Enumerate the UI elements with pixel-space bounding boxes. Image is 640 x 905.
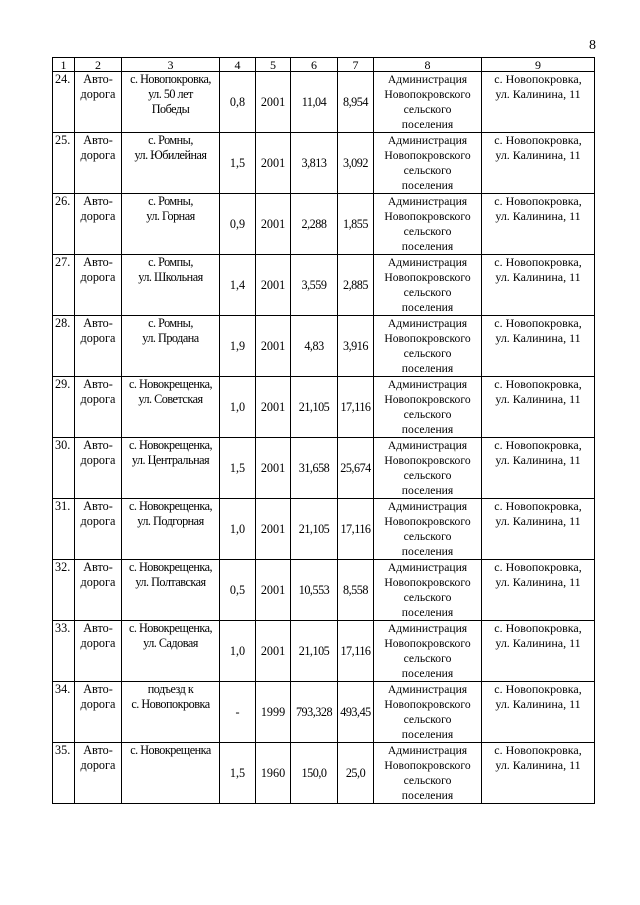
object-location	[122, 682, 220, 743]
object-location-line: с. Ромпы,	[148, 255, 193, 269]
length-value: 1,5	[220, 743, 256, 804]
object-type-line: дорога	[80, 270, 116, 284]
owner-address-line: ул. Калинина, 11	[495, 148, 581, 162]
column-header: 7	[338, 58, 374, 72]
owner-address-line: с. Новопокровка,	[494, 438, 582, 452]
object-location	[122, 133, 220, 194]
length-value: 1,5	[220, 438, 256, 499]
roads-registry-table	[52, 57, 595, 804]
object-type-line: дорога	[80, 209, 116, 223]
object-type-line: Авто-	[83, 377, 113, 391]
length-value: 0,9	[220, 194, 256, 255]
owner-name-line: поселения	[401, 789, 454, 802]
object-location-line: ул. Советская	[138, 392, 203, 406]
object-location	[122, 499, 220, 560]
length-value: 1,4	[220, 255, 256, 316]
table-row	[53, 194, 595, 255]
owner-name-line: поселения	[401, 118, 454, 131]
column-header: 6	[291, 58, 338, 72]
object-type-line: дорога	[80, 758, 116, 772]
object-type-line: дорога	[80, 514, 116, 528]
owner-name-line: Администрация	[387, 500, 468, 513]
table-row	[53, 560, 595, 621]
owner-name-line: сельского	[403, 408, 452, 421]
year-value: 2001	[256, 316, 291, 377]
object-type-line: Авто-	[83, 72, 113, 86]
owner-name-line: поселения	[401, 484, 454, 497]
owner-name	[374, 377, 482, 438]
owner-address-line: с. Новопокровка,	[494, 133, 582, 147]
object-location-line: ул. Полтавская	[135, 575, 206, 589]
object-type-line: дорога	[80, 697, 116, 711]
owner-address-line: с. Новопокровка,	[494, 377, 582, 391]
col6-value: 793,328	[291, 682, 338, 743]
owner-name-line: Администрация	[387, 439, 468, 452]
object-type-line: Авто-	[83, 255, 113, 269]
col7-value: 8,558	[338, 560, 374, 621]
owner-address-line: ул. Калинина, 11	[495, 636, 581, 650]
owner-address-line: ул. Калинина, 11	[495, 331, 581, 345]
owner-name-line: Администрация	[387, 256, 468, 269]
object-location-line: ул. Юбилейная	[134, 148, 207, 162]
table-row	[53, 743, 595, 804]
owner-name-line: Новопокровского	[384, 332, 471, 345]
owner-name	[374, 316, 482, 377]
owner-name-line: Новопокровского	[384, 576, 471, 589]
owner-address-line: с. Новопокровка,	[494, 194, 582, 208]
object-location-line: ул. Горная	[146, 209, 195, 223]
col6-value: 11,04	[291, 72, 338, 133]
owner-name-line: поселения	[401, 240, 454, 253]
owner-name-line: поселения	[401, 728, 454, 741]
owner-name-line: Новопокровского	[384, 393, 471, 406]
owner-name-line: Администрация	[387, 195, 468, 208]
owner-address-line: с. Новопокровка,	[494, 255, 582, 269]
owner-name-line: сельского	[403, 530, 452, 543]
length-value: 1,9	[220, 316, 256, 377]
owner-address-line: с. Новопокровка,	[494, 621, 582, 635]
object-type-line: дорога	[80, 87, 116, 101]
col7-value: 17,116	[338, 621, 374, 682]
owner-name-line: Администрация	[387, 622, 468, 635]
year-value: 2001	[256, 133, 291, 194]
table-row	[53, 316, 595, 377]
col6-value: 150,0	[291, 743, 338, 804]
col6-value: 4,83	[291, 316, 338, 377]
object-type	[75, 194, 122, 255]
year-value: 1999	[256, 682, 291, 743]
object-type-line: Авто-	[83, 316, 113, 330]
object-type-line: Авто-	[83, 621, 113, 635]
length-value: 1,0	[220, 377, 256, 438]
object-location-line: с. Ромны,	[148, 133, 193, 147]
object-location-line: с. Новокрещенка,	[128, 499, 213, 513]
object-location-line: ул. Центральная	[131, 453, 210, 467]
owner-name	[374, 499, 482, 560]
owner-name-line: сельского	[403, 164, 452, 177]
object-location-line: ул. Садовая	[143, 636, 198, 650]
owner-address-line: с. Новопокровка,	[494, 499, 582, 513]
owner-name-line: Новопокровского	[384, 210, 471, 223]
col6-value: 21,105	[291, 621, 338, 682]
col6-value: 21,105	[291, 377, 338, 438]
object-location-line: ул. Продана	[142, 331, 199, 345]
owner-address	[482, 72, 595, 133]
object-type-line: дорога	[80, 575, 116, 589]
table-row	[53, 438, 595, 499]
col6-value: 3,813	[291, 133, 338, 194]
col7-value: 8,954	[338, 72, 374, 133]
row-number: 26.	[53, 194, 75, 255]
row-number: 30.	[53, 438, 75, 499]
row-number: 34.	[53, 682, 75, 743]
owner-name-line: сельского	[403, 347, 452, 360]
object-location	[122, 438, 220, 499]
column-header: 3	[122, 58, 220, 72]
owner-name-line: сельского	[403, 774, 452, 787]
owner-address-line: с. Новопокровка,	[494, 743, 582, 757]
object-location-line: с. Ромны,	[148, 194, 193, 208]
owner-name-line: сельского	[403, 652, 452, 665]
col6-value: 21,105	[291, 499, 338, 560]
owner-address	[482, 743, 595, 804]
object-type	[75, 133, 122, 194]
header-row	[53, 58, 595, 72]
owner-address-line: ул. Калинина, 11	[495, 514, 581, 528]
column-header: 2	[75, 58, 122, 72]
row-number: 32.	[53, 560, 75, 621]
owner-name-line: Администрация	[387, 134, 468, 147]
object-type-line: дорога	[80, 331, 116, 345]
col6-value: 31,658	[291, 438, 338, 499]
owner-name-line: Администрация	[387, 317, 468, 330]
owner-address-line: ул. Калинина, 11	[495, 575, 581, 589]
owner-name-line: Новопокровского	[384, 454, 471, 467]
owner-address	[482, 377, 595, 438]
column-header: 8	[374, 58, 482, 72]
owner-name-line: сельского	[403, 225, 452, 238]
object-type-line: Авто-	[83, 133, 113, 147]
object-type	[75, 743, 122, 804]
owner-name	[374, 133, 482, 194]
object-type	[75, 377, 122, 438]
object-type-line: Авто-	[83, 560, 113, 574]
object-type-line: Авто-	[83, 499, 113, 513]
table-row	[53, 72, 595, 133]
owner-name-line: Новопокровского	[384, 271, 471, 284]
length-value: 0,5	[220, 560, 256, 621]
object-location-line: ул. Подгорная	[137, 514, 204, 528]
object-type	[75, 255, 122, 316]
col7-value: 25,674	[338, 438, 374, 499]
col7-value: 25,0	[338, 743, 374, 804]
year-value: 2001	[256, 560, 291, 621]
owner-name	[374, 621, 482, 682]
owner-name-line: поселения	[401, 545, 454, 558]
object-location-line: с. Новокрещенка,	[128, 560, 213, 574]
owner-address	[482, 560, 595, 621]
object-location-line: с. Новокрещенка,	[128, 621, 213, 635]
col7-value: 1,855	[338, 194, 374, 255]
owner-name-line: поселения	[401, 423, 454, 436]
owner-name-line: поселения	[401, 362, 454, 375]
owner-name-line: сельского	[403, 103, 452, 116]
year-value: 1960	[256, 743, 291, 804]
owner-address-line: ул. Калинина, 11	[495, 453, 581, 467]
object-location-line: Победы	[151, 102, 190, 116]
year-value: 2001	[256, 621, 291, 682]
owner-address-line: с. Новопокровка,	[494, 682, 582, 696]
object-location	[122, 560, 220, 621]
year-value: 2001	[256, 377, 291, 438]
object-type	[75, 682, 122, 743]
object-location-line: с. Новопокровка	[131, 697, 210, 711]
row-number: 33.	[53, 621, 75, 682]
row-number: 25.	[53, 133, 75, 194]
owner-name	[374, 72, 482, 133]
col7-value: 3,092	[338, 133, 374, 194]
column-header: 5	[256, 58, 291, 72]
owner-name	[374, 438, 482, 499]
owner-name-line: Новопокровского	[384, 149, 471, 162]
object-type-line: Авто-	[83, 682, 113, 696]
owner-name	[374, 743, 482, 804]
col7-value: 493,45	[338, 682, 374, 743]
length-value: 1,0	[220, 621, 256, 682]
col6-value: 10,553	[291, 560, 338, 621]
col7-value: 17,116	[338, 499, 374, 560]
owner-name-line: Новопокровского	[384, 759, 471, 772]
year-value: 2001	[256, 438, 291, 499]
owner-address-line: ул. Калинина, 11	[495, 392, 581, 406]
owner-address	[482, 194, 595, 255]
object-type-line: Авто-	[83, 743, 113, 757]
row-number: 29.	[53, 377, 75, 438]
year-value: 2001	[256, 194, 291, 255]
object-type	[75, 316, 122, 377]
object-location-line: с. Новопокровка,	[130, 72, 211, 86]
col6-value: 3,559	[291, 255, 338, 316]
col7-value: 2,885	[338, 255, 374, 316]
owner-name-line: Администрация	[387, 378, 468, 391]
owner-address	[482, 255, 595, 316]
object-type-line: дорога	[80, 148, 116, 162]
length-value: -	[220, 682, 256, 743]
object-type	[75, 621, 122, 682]
object-location	[122, 72, 220, 133]
row-number: 27.	[53, 255, 75, 316]
table-row	[53, 621, 595, 682]
object-location-line: ул. 50 лет	[148, 87, 193, 101]
row-number: 28.	[53, 316, 75, 377]
owner-name-line: Администрация	[387, 744, 468, 757]
owner-address	[482, 499, 595, 560]
col7-value: 17,116	[338, 377, 374, 438]
owner-address-line: ул. Калинина, 11	[495, 209, 581, 223]
owner-address	[482, 438, 595, 499]
object-location	[122, 194, 220, 255]
owner-address-line: ул. Калинина, 11	[495, 270, 581, 284]
owner-name-line: сельского	[403, 286, 452, 299]
owner-address	[482, 682, 595, 743]
owner-name-line: Новопокровского	[384, 88, 471, 101]
owner-address-line: с. Новопокровка,	[494, 560, 582, 574]
owner-name-line: сельского	[403, 591, 452, 604]
object-location-line: с. Новокрещенка,	[128, 438, 213, 452]
column-header: 1	[53, 58, 75, 72]
year-value: 2001	[256, 255, 291, 316]
object-type	[75, 438, 122, 499]
owner-name-line: сельского	[403, 713, 452, 726]
row-number: 24.	[53, 72, 75, 133]
object-type	[75, 560, 122, 621]
owner-name	[374, 682, 482, 743]
owner-name-line: Администрация	[387, 561, 468, 574]
object-location	[122, 377, 220, 438]
row-number: 35.	[53, 743, 75, 804]
object-type-line: Авто-	[83, 438, 113, 452]
year-value: 2001	[256, 72, 291, 133]
object-location	[122, 621, 220, 682]
owner-address-line: ул. Калинина, 11	[495, 87, 581, 101]
table-row	[53, 377, 595, 438]
owner-name-line: Администрация	[387, 683, 468, 696]
owner-name-line: Новопокровского	[384, 515, 471, 528]
owner-name-line: Новопокровского	[384, 637, 471, 650]
owner-address-line: с. Новопокровка,	[494, 72, 582, 86]
object-location	[122, 255, 220, 316]
object-location-line: с. Новокрещенка,	[128, 377, 213, 391]
object-location-line: ул. Школьная	[138, 270, 203, 284]
owner-name	[374, 194, 482, 255]
owner-name	[374, 255, 482, 316]
owner-address	[482, 133, 595, 194]
owner-name-line: поселения	[401, 301, 454, 314]
object-location	[122, 316, 220, 377]
owner-address-line: ул. Калинина, 11	[495, 697, 581, 711]
owner-name-line: поселения	[401, 179, 454, 192]
object-location-line: с. Новокрещенка	[130, 743, 211, 757]
owner-name-line: поселения	[401, 667, 454, 680]
owner-name-line: Новопокровского	[384, 698, 471, 711]
owner-name-line: поселения	[401, 606, 454, 619]
object-location	[122, 743, 220, 804]
object-type-line: дорога	[80, 636, 116, 650]
table-row	[53, 499, 595, 560]
table-row	[53, 682, 595, 743]
column-header: 4	[220, 58, 256, 72]
owner-name-line: Администрация	[387, 73, 468, 86]
year-value: 2001	[256, 499, 291, 560]
owner-address	[482, 621, 595, 682]
column-header: 9	[482, 58, 595, 72]
object-location-line: подъезд к	[147, 682, 194, 696]
owner-name-line: сельского	[403, 469, 452, 482]
owner-name	[374, 560, 482, 621]
table-row	[53, 133, 595, 194]
length-value: 0,8	[220, 72, 256, 133]
owner-address-line: с. Новопокровка,	[494, 316, 582, 330]
object-type-line: дорога	[80, 392, 116, 406]
owner-address	[482, 316, 595, 377]
page-number: 8	[589, 38, 596, 53]
object-type	[75, 499, 122, 560]
object-type-line: дорога	[80, 453, 116, 467]
owner-address-line: ул. Калинина, 11	[495, 758, 581, 772]
object-type-line: Авто-	[83, 194, 113, 208]
object-location-line: с. Ромны,	[148, 316, 193, 330]
length-value: 1,0	[220, 499, 256, 560]
length-value: 1,5	[220, 133, 256, 194]
object-type	[75, 72, 122, 133]
table-row	[53, 255, 595, 316]
col7-value: 3,916	[338, 316, 374, 377]
row-number: 31.	[53, 499, 75, 560]
col6-value: 2,288	[291, 194, 338, 255]
